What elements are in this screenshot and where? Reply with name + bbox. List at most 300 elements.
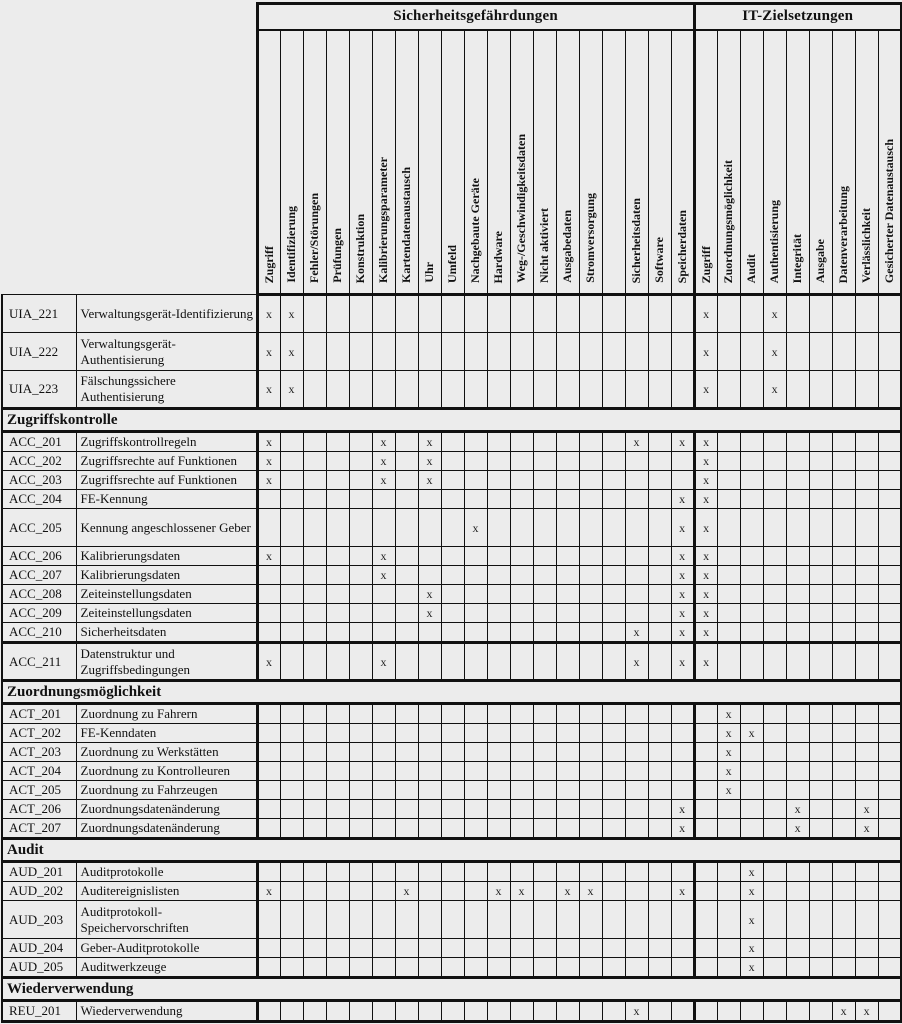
column-header: Kartendatenaustausch [399, 166, 413, 283]
matrix-cell [257, 800, 280, 819]
matrix-cell [326, 585, 349, 604]
matrix-mark: x [671, 585, 694, 604]
matrix-cell [349, 762, 372, 781]
matrix-cell [464, 800, 487, 819]
matrix-cell [625, 604, 648, 623]
column-header: Speicherdaten [674, 209, 689, 283]
matrix-cell [349, 547, 372, 566]
table-row [2, 585, 901, 604]
matrix-cell [303, 547, 326, 566]
matrix-cell [487, 724, 510, 743]
row-label: Auditereignislisten [76, 882, 257, 901]
matrix-cell [303, 1001, 326, 1022]
matrix-cell [648, 882, 671, 901]
matrix-mark: x [671, 623, 694, 643]
matrix-cell [533, 958, 556, 978]
matrix-cell [464, 585, 487, 604]
matrix-cell [786, 566, 809, 585]
matrix-cell [464, 566, 487, 585]
matrix-cell [625, 882, 648, 901]
matrix-cell [878, 471, 901, 490]
matrix-cell [510, 819, 533, 839]
matrix-cell [740, 643, 763, 681]
matrix-cell [809, 762, 832, 781]
table-row [2, 604, 901, 623]
column-header: Zugriff [698, 245, 713, 283]
matrix-cell [763, 819, 786, 839]
column-header-cell [786, 30, 809, 295]
matrix-mark: x [418, 452, 441, 471]
matrix-mark: x [372, 432, 395, 452]
matrix-cell [533, 623, 556, 643]
column-header: Authentisierung [767, 199, 782, 283]
matrix-cell [349, 958, 372, 978]
matrix-cell [533, 547, 556, 566]
matrix-cell [625, 724, 648, 743]
matrix-cell [533, 724, 556, 743]
matrix-cell [510, 743, 533, 762]
matrix-cell [809, 958, 832, 978]
matrix-cell [878, 604, 901, 623]
column-header: Gesicherter Datenaustausch [881, 138, 896, 283]
matrix-cell [556, 509, 579, 547]
matrix-cell [809, 862, 832, 882]
column-header: Ausgabe [813, 238, 828, 283]
matrix-cell [855, 585, 878, 604]
matrix-cell [510, 547, 533, 566]
matrix-cell [533, 509, 556, 547]
matrix-cell [395, 1001, 418, 1022]
matrix-mark: x [717, 762, 740, 781]
matrix-cell [533, 333, 556, 371]
matrix-cell [349, 295, 372, 333]
matrix-cell [395, 643, 418, 681]
matrix-cell [533, 432, 556, 452]
matrix-cell [349, 585, 372, 604]
matrix-cell [326, 901, 349, 939]
matrix-cell [717, 882, 740, 901]
matrix-cell [418, 743, 441, 762]
matrix-mark: x [625, 623, 648, 643]
table-row [2, 882, 901, 901]
matrix-cell [510, 566, 533, 585]
matrix-mark: x [694, 623, 717, 643]
matrix-cell [510, 490, 533, 509]
matrix-mark: x [280, 295, 303, 333]
matrix-cell [717, 333, 740, 371]
column-header: Konstruktion [353, 213, 367, 283]
matrix-cell [441, 724, 464, 743]
matrix-cell [602, 882, 625, 901]
matrix-cell [602, 333, 625, 371]
matrix-cell [855, 490, 878, 509]
matrix-cell [786, 958, 809, 978]
matrix-mark: x [832, 1001, 855, 1022]
matrix-cell [395, 704, 418, 724]
matrix-cell [487, 333, 510, 371]
matrix-cell [717, 432, 740, 452]
column-header-cell [464, 30, 487, 295]
column-header-cell [855, 30, 878, 295]
matrix-cell [418, 819, 441, 839]
matrix-cell [326, 724, 349, 743]
matrix-cell [625, 490, 648, 509]
matrix-cell [832, 958, 855, 978]
matrix-mark: x [671, 509, 694, 547]
matrix-cell [809, 490, 832, 509]
matrix-cell [556, 452, 579, 471]
column-header: Hardware [491, 230, 505, 283]
matrix-cell [809, 295, 832, 333]
matrix-cell [441, 1001, 464, 1022]
matrix-cell [832, 819, 855, 839]
matrix-cell [786, 743, 809, 762]
matrix-cell [809, 432, 832, 452]
matrix-cell [740, 604, 763, 623]
matrix-cell [717, 939, 740, 958]
matrix-cell [326, 743, 349, 762]
matrix-cell [717, 295, 740, 333]
matrix-cell [671, 471, 694, 490]
matrix-cell [464, 490, 487, 509]
matrix-cell [809, 509, 832, 547]
group-header: Sicherheitsgefährdungen [257, 4, 694, 30]
matrix-cell [510, 939, 533, 958]
matrix-cell [372, 333, 395, 371]
matrix-cell [602, 585, 625, 604]
matrix-cell [878, 800, 901, 819]
matrix-cell [280, 490, 303, 509]
matrix-cell [625, 452, 648, 471]
matrix-cell [395, 471, 418, 490]
matrix-cell [648, 819, 671, 839]
matrix-mark: x [855, 800, 878, 819]
matrix-cell [257, 623, 280, 643]
matrix-cell [326, 509, 349, 547]
row-label: Auditprotokoll-Speichervorschriften [76, 901, 257, 939]
matrix-cell [464, 939, 487, 958]
matrix-cell [395, 585, 418, 604]
matrix-cell [556, 762, 579, 781]
matrix-cell [303, 452, 326, 471]
matrix-cell [671, 939, 694, 958]
matrix-cell [464, 371, 487, 409]
matrix-cell [349, 781, 372, 800]
matrix-cell [395, 800, 418, 819]
matrix-cell [579, 743, 602, 762]
matrix-mark: x [257, 295, 280, 333]
matrix-cell [717, 800, 740, 819]
matrix-cell [280, 547, 303, 566]
row-id: ACT_204 [2, 762, 76, 781]
column-header: Nachgebaute Geräte [468, 178, 482, 283]
matrix-cell [280, 585, 303, 604]
row-id: UIA_222 [2, 333, 76, 371]
row-id: ACC_209 [2, 604, 76, 623]
matrix-cell [349, 371, 372, 409]
matrix-cell [418, 295, 441, 333]
matrix-cell [671, 762, 694, 781]
matrix-cell [349, 490, 372, 509]
matrix-cell [556, 939, 579, 958]
matrix-cell [694, 958, 717, 978]
matrix-cell [602, 623, 625, 643]
matrix-cell [809, 585, 832, 604]
matrix-cell [878, 901, 901, 939]
matrix-cell [602, 604, 625, 623]
matrix-cell [418, 623, 441, 643]
table-row [2, 566, 901, 585]
matrix-cell [878, 432, 901, 452]
matrix-cell [441, 882, 464, 901]
matrix-cell [487, 547, 510, 566]
matrix-cell [832, 762, 855, 781]
matrix-cell [694, 743, 717, 762]
column-header-cell [349, 30, 372, 295]
matrix-cell [257, 704, 280, 724]
matrix-cell [372, 939, 395, 958]
row-label: Kalibrierungsdaten [76, 547, 257, 566]
row-id: AUD_201 [2, 862, 76, 882]
matrix-cell [556, 862, 579, 882]
matrix-cell [510, 781, 533, 800]
matrix-cell [418, 724, 441, 743]
matrix-cell [648, 295, 671, 333]
matrix-cell [786, 704, 809, 724]
matrix-mark: x [671, 490, 694, 509]
matrix-cell [556, 566, 579, 585]
matrix-mark: x [257, 452, 280, 471]
matrix-cell [625, 800, 648, 819]
matrix-cell [809, 939, 832, 958]
row-id: AUD_204 [2, 939, 76, 958]
matrix-cell [533, 882, 556, 901]
matrix-mark: x [671, 819, 694, 839]
matrix-cell [763, 939, 786, 958]
matrix-mark: x [418, 432, 441, 452]
matrix-cell [740, 800, 763, 819]
matrix-cell [418, 547, 441, 566]
matrix-cell [533, 1001, 556, 1022]
matrix-cell [625, 762, 648, 781]
row-id: ACC_202 [2, 452, 76, 471]
matrix-cell [349, 604, 372, 623]
matrix-cell [418, 704, 441, 724]
matrix-mark: x [671, 432, 694, 452]
matrix-cell [832, 781, 855, 800]
row-id: ACC_203 [2, 471, 76, 490]
matrix-cell [464, 743, 487, 762]
matrix-mark: x [487, 882, 510, 901]
matrix-cell [648, 800, 671, 819]
matrix-cell [717, 958, 740, 978]
row-label: Verwaltungsgerät-Authentisierung [76, 333, 257, 371]
matrix-cell [349, 643, 372, 681]
matrix-cell [740, 490, 763, 509]
matrix-cell [579, 762, 602, 781]
matrix-cell [579, 724, 602, 743]
column-header: Nicht aktiviert [537, 208, 551, 283]
matrix-cell [441, 585, 464, 604]
matrix-mark: x [786, 800, 809, 819]
row-label: Zuordnungsdatenänderung [76, 819, 257, 839]
matrix-cell [625, 547, 648, 566]
matrix-cell [878, 585, 901, 604]
matrix-cell [533, 566, 556, 585]
matrix-cell [648, 333, 671, 371]
matrix-cell [533, 781, 556, 800]
row-label: Auditprotokolle [76, 862, 257, 882]
matrix-cell [717, 819, 740, 839]
matrix-cell [717, 471, 740, 490]
matrix-cell [303, 762, 326, 781]
matrix-cell [441, 762, 464, 781]
matrix-cell [579, 643, 602, 681]
matrix-cell [280, 743, 303, 762]
matrix-cell [280, 724, 303, 743]
matrix-cell [533, 371, 556, 409]
matrix-cell [579, 800, 602, 819]
column-header-cell [625, 30, 648, 295]
row-label: Zeiteinstellungsdaten [76, 585, 257, 604]
matrix-cell [372, 371, 395, 409]
matrix-mark: x [717, 724, 740, 743]
matrix-cell [395, 547, 418, 566]
matrix-cell [763, 862, 786, 882]
matrix-cell [832, 724, 855, 743]
matrix-cell [786, 762, 809, 781]
column-header: Uhr [422, 262, 436, 283]
matrix-cell [878, 862, 901, 882]
matrix-cell [395, 432, 418, 452]
matrix-cell [257, 743, 280, 762]
matrix-cell [671, 781, 694, 800]
matrix-cell [395, 939, 418, 958]
matrix-cell [441, 901, 464, 939]
matrix-cell [257, 604, 280, 623]
table-row [2, 901, 901, 939]
matrix-cell [326, 371, 349, 409]
matrix-cell [349, 623, 372, 643]
matrix-cell [855, 762, 878, 781]
row-id: UIA_223 [2, 371, 76, 409]
matrix-cell [280, 819, 303, 839]
matrix-cell [809, 547, 832, 566]
matrix-cell [487, 604, 510, 623]
column-header-cell [441, 30, 464, 295]
matrix-cell [855, 295, 878, 333]
matrix-mark: x [556, 882, 579, 901]
matrix-cell [257, 901, 280, 939]
matrix-cell [625, 862, 648, 882]
matrix-cell [579, 432, 602, 452]
matrix-cell [464, 295, 487, 333]
matrix-cell [717, 566, 740, 585]
matrix-cell [372, 490, 395, 509]
matrix-cell [441, 819, 464, 839]
matrix-cell [487, 585, 510, 604]
matrix-cell [510, 724, 533, 743]
matrix-cell [763, 882, 786, 901]
matrix-cell [832, 743, 855, 762]
matrix-cell [349, 432, 372, 452]
matrix-cell [786, 781, 809, 800]
matrix-mark: x [786, 819, 809, 839]
matrix-cell [694, 1001, 717, 1022]
column-header-cell [763, 30, 786, 295]
matrix-cell [625, 371, 648, 409]
matrix-cell [694, 762, 717, 781]
matrix-cell [740, 1001, 763, 1022]
matrix-cell [648, 471, 671, 490]
table-row [2, 643, 901, 681]
matrix-cell [602, 509, 625, 547]
matrix-cell [510, 762, 533, 781]
matrix-cell [487, 901, 510, 939]
matrix-cell [303, 939, 326, 958]
matrix-cell [510, 604, 533, 623]
matrix-cell [533, 643, 556, 681]
matrix-cell [878, 724, 901, 743]
matrix-cell [441, 643, 464, 681]
matrix-cell [326, 762, 349, 781]
matrix-cell [280, 901, 303, 939]
matrix-cell [809, 623, 832, 643]
matrix-cell [556, 432, 579, 452]
matrix-cell [556, 724, 579, 743]
column-header-cell [372, 30, 395, 295]
matrix-mark: x [671, 566, 694, 585]
matrix-cell [418, 371, 441, 409]
column-header: Prüfungen [330, 228, 344, 283]
matrix-mark: x [694, 509, 717, 547]
table-row [2, 490, 901, 509]
matrix-cell [303, 371, 326, 409]
matrix-cell [786, 585, 809, 604]
matrix-cell [602, 471, 625, 490]
matrix-cell [487, 939, 510, 958]
matrix-cell [303, 333, 326, 371]
row-label: Fälschungssichere Authentisierung [76, 371, 257, 409]
matrix-cell [878, 781, 901, 800]
matrix-cell [625, 958, 648, 978]
matrix-cell [510, 452, 533, 471]
matrix-cell [878, 371, 901, 409]
matrix-cell [280, 432, 303, 452]
column-header-cell [809, 30, 832, 295]
matrix-cell [878, 643, 901, 681]
matrix-cell [648, 862, 671, 882]
matrix-cell [763, 704, 786, 724]
matrix-cell [625, 295, 648, 333]
matrix-cell [648, 432, 671, 452]
row-id: ACC_204 [2, 490, 76, 509]
matrix-mark: x [740, 724, 763, 743]
matrix-cell [418, 781, 441, 800]
matrix-cell [418, 566, 441, 585]
matrix-cell [763, 623, 786, 643]
matrix-cell [579, 623, 602, 643]
matrix-mark: x [257, 643, 280, 681]
matrix-cell [740, 743, 763, 762]
matrix-cell [602, 704, 625, 724]
matrix-mark: x [671, 547, 694, 566]
matrix-cell [694, 882, 717, 901]
row-label: Kennung angeschlossener Geber [76, 509, 257, 547]
matrix-cell [372, 1001, 395, 1022]
matrix-cell [510, 585, 533, 604]
matrix-cell [763, 471, 786, 490]
